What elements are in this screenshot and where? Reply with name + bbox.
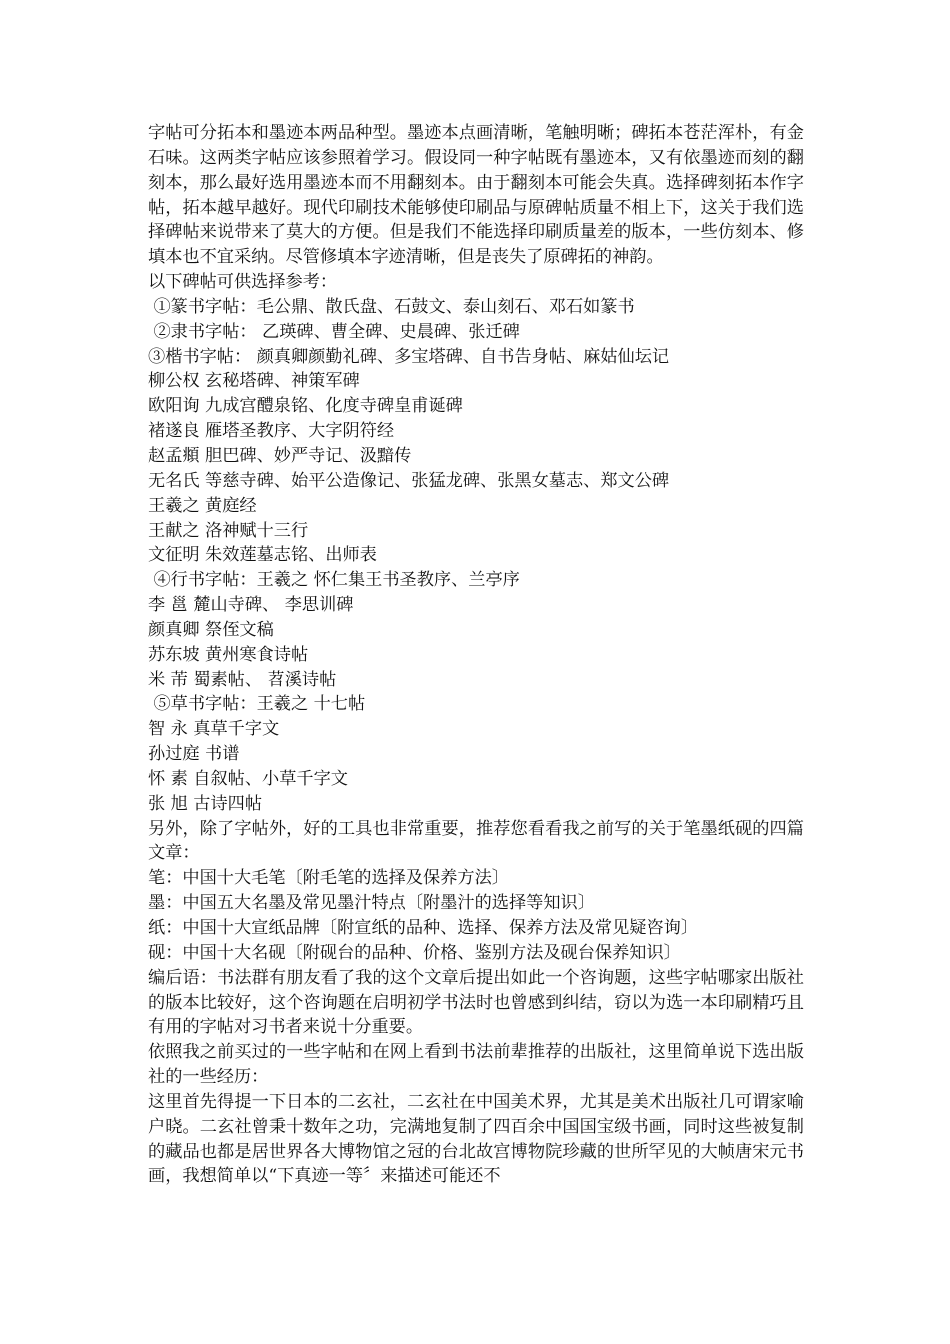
article-ink: 墨：中国五大名墨及常见墨汁特点〔附墨汁的选择等知识〕 <box>148 893 595 914</box>
list-item-running-script: ④行书字帖：王羲之 怀仁集王书圣教序、兰亭序 <box>148 570 520 591</box>
tools-paragraph: 另外，除了字帖外，好的工具也非常重要，推荐您看看我之前写的关于笔墨纸砚的四篇文章： <box>148 818 804 864</box>
list-item-wang-xizhi: 王羲之 黄庭经 <box>148 495 257 516</box>
list-item-anonymous: 无名氏 等慈寺碑、始平公造像记、张猛龙碑、张黑女墓志、郑文公碑 <box>148 470 670 491</box>
list-item-sun-guoting: 孙过庭 书谱 <box>148 744 240 765</box>
list-item-liu-gongquan: 柳公权 玄秘塔碑、神策军碑 <box>148 371 360 392</box>
list-item-zhang-xu: 张 旭 古诗四帖 <box>148 793 263 814</box>
article-paper: 纸：中国十大宣纸品牌〔附宣纸的品种、选择、保养方法及常见疑咨询〕 <box>148 918 699 938</box>
list-item-zhi-yong: 智 永 真草千字文 <box>148 719 280 740</box>
intro-paragraph: 字帖可分拓本和墨迹本两品种型。墨迹本点画清晰，笔触明晰；碑拓本苍茫浑朴，有金石味。这两类字帖应该参照着学习。假设同一种字帖既有墨迹本，又有依墨迹而刻的翻刻本，那么最好选用墨迹本而不用翻刻本。由于翻刻本可能会失真。选择碑刻拓本作字帖，拓本越早越好。现代印刷技术能够使印刷品与原碑帖质量不相上下，这关于我们选择碑帖来说带来了莫大的方便。但是我们不能选择印刷质量差的版本，一些仿刻本、修填本也不宜采纳。尽管修填本字迹清晰，但是丧失了原碑拓的神韵。 <box>148 123 804 268</box>
list-item-chu-suiliang: 褚遂良 雁塔圣教序、大字阴符经 <box>148 421 395 442</box>
list-item-clerical-script: ②隶书字帖： 乙瑛碑、曹全碑、史晨碑、张迁碑 <box>148 321 520 342</box>
nigensha-paragraph: 这里首先得提一下日本的二玄社，二玄社在中国美术界，尤其是美术出版社几可谓家喻户晓。二玄社曾秉十数年之功，完满地复制了四百余中国国宝级书画，同时这些被复制的藏品也都是居世界各大博物馆之冠的台北故宫博物院珍藏的世所罕见的大帧唐宋元书画，我想简单以“下真迹一等〞来描述可能还不 <box>148 1091 804 1187</box>
list-item-su-dongpo: 苏东坡 黄州寒食诗帖 <box>148 644 309 665</box>
list-item-mi-fu: 米 芾 蜀素帖、 苕溪诗帖 <box>148 669 337 690</box>
list-item-regular-script: ③楷书字帖： 颜真卿颜勤礼碑、多宝塔碑、自书告身帖、麻姑仙坛记 <box>148 346 670 367</box>
publisher-intro-paragraph: 依照我之前买过的一些字帖和在网上看到书法前辈推荐的出版社，这里简单说下选出版社的一些经历： <box>148 1042 804 1088</box>
list-item-wang-xianzhi: 王献之 洛神赋十三行 <box>148 520 309 541</box>
document-page <box>148 121 804 1189</box>
list-item-wen-zhengming: 文征明 朱效莲墓志铭、出师表 <box>148 545 377 566</box>
reference-heading: 以下碑帖可供选择参考： <box>148 272 338 293</box>
list-item-li-yong: 李 邕 麓山寺碑、 李思训碑 <box>148 595 354 616</box>
list-item-huai-su: 怀 素 自叙帖、小草千字文 <box>148 768 348 789</box>
article-brush: 笔：中国十大毛笔〔附毛笔的选择及保养方法〕 <box>148 868 509 889</box>
list-item-seal-script: ①篆书字帖：毛公鼎、散氏盘、石鼓文、泰山刻石、邓石如篆书 <box>148 296 635 317</box>
list-item-yan-zhenqing: 颜真卿 祭侄文稿 <box>148 619 274 640</box>
list-item-cursive-script: ⑤草书字帖：王羲之 十七帖 <box>148 694 366 715</box>
editor-note-paragraph: 编后语：书法群有朋友看了我的这个文章后提出如此一个咨询题，这些字帖哪家出版社的版本比较好，这个咨询题在启明初学书法时也曾感到纠结，窃以为选一本印刷精巧且有用的字帖对习书者来说十分重要。 <box>148 967 804 1038</box>
list-item-zhao-mengfu: 赵孟頫 胆巴碑、妙严寺记、汲黯传 <box>148 445 412 466</box>
list-item-ouyang-xun: 欧阳询 九成宫醴泉铭、化度寺碑皇甫诞碑 <box>148 396 463 417</box>
article-inkstone: 砚：中国十大名砚〔附砚台的品种、价格、鉴别方法及砚台保养知识〕 <box>148 942 681 963</box>
